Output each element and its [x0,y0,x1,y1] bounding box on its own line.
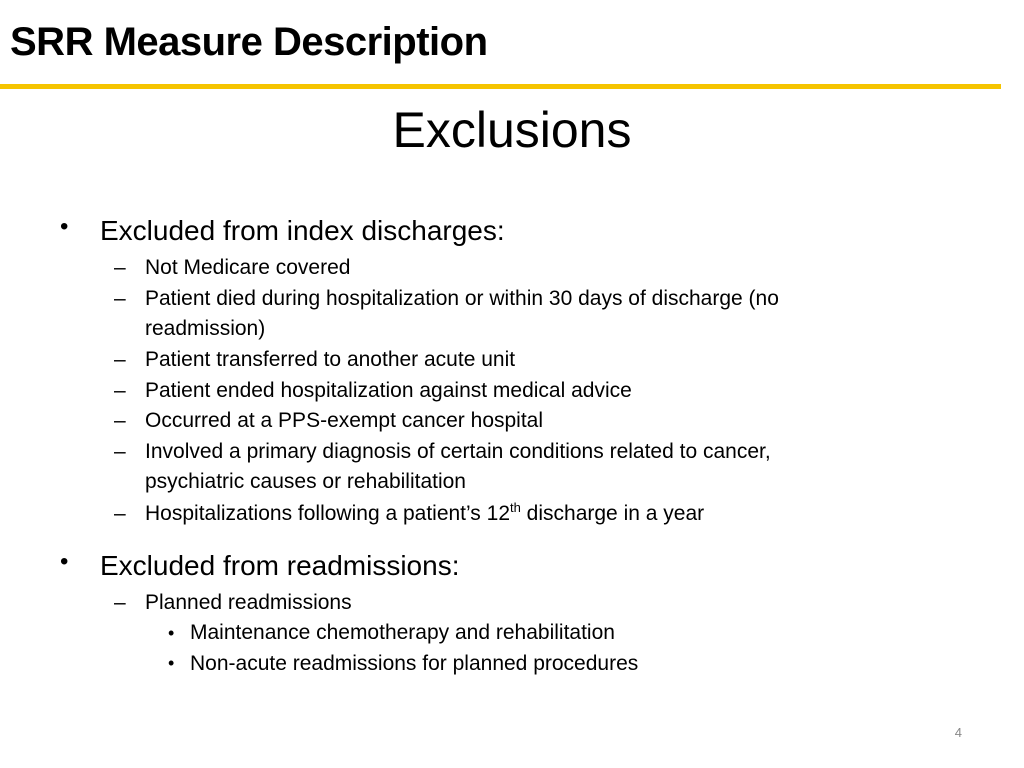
list-item: Occurred at a PPS-exempt cancer hospital [145,409,544,432]
bullet-marker: • [60,548,69,575]
dash-marker: – [114,256,126,279]
list-item-continuation: readmission) [145,317,266,340]
dash-marker: – [114,409,126,432]
list-subitem: Maintenance chemotherapy and rehabilitation [190,621,615,644]
bullet-marker: • [168,653,175,673]
dash-marker: – [114,379,126,402]
list-subitem: Non-acute readmissions for planned procedures [190,652,639,675]
dash-marker: – [114,502,126,525]
dash-marker: – [114,591,126,614]
page-number: 4 [954,725,962,740]
ordinal-superscript: th [510,500,521,515]
dash-marker: – [114,287,126,310]
bullet-marker: • [168,623,175,643]
list-item: Patient died during hospitalization or within 30 days of discharge (no [145,287,779,310]
list-item: Not Medicare covered [145,256,351,279]
list-heading: Excluded from index discharges: [100,215,505,246]
dash-marker: – [114,348,126,371]
list-item: Planned readmissions [145,591,352,614]
section-heading: Exclusions [392,102,632,158]
list-item-text: Hospitalizations following a patient’s 12 [145,502,510,525]
list-item-continuation: psychiatric causes or rehabilitation [145,470,466,493]
slide-title: SRR Measure Description [10,20,488,64]
dash-marker: – [114,440,126,463]
list-item [145,500,705,525]
list-item: Involved a primary diagnosis of certain conditions related to cancer, [145,440,771,463]
bullet-marker: • [60,213,69,240]
list-heading: Excluded from readmissions: [100,550,460,581]
list-item-text: discharge in a year [520,502,705,525]
list-item: Patient transferred to another acute unit [145,348,516,371]
list-item: Patient ended hospitalization against medical advice [145,379,632,402]
